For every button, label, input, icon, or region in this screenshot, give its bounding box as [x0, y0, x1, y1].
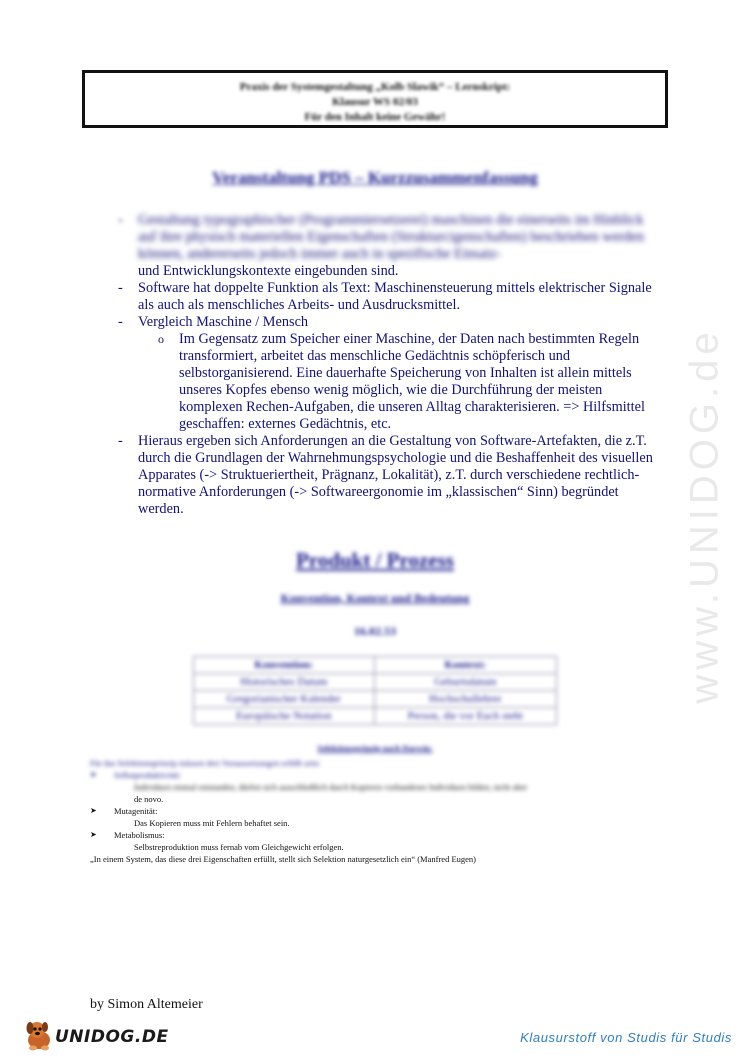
header-line-3: Für den Inhalt keine Gewähr! [304, 111, 446, 123]
list-item [118, 314, 653, 331]
dash-icon: - [118, 433, 123, 449]
item-1-text-blurred: Individuen einmal entstanden, dürfen sich ausschließlich durch Kopieren vorhandener Individuen bilden, nicht aber [134, 782, 528, 792]
arrow-bullet-icon: ➤ [90, 770, 97, 779]
bullet-4: Hieraus ergeben sich Anforderungen an die Gestaltung von Software-Artefakten, die z.T. durch die Grundlagen der Wahrnehmungspsychologie und die Beshaffenheit des visuellen Apparates (-> Struktueriertheit, Prägnanz, Lokalität), z.T. durch verschiedene rechtlich-normative Anforderungen (-> Softwareergonomie im „klassischen“ Sinn) begründet werden. [138, 433, 653, 517]
arrow-bullet-icon: ➤ [90, 830, 97, 839]
dash-icon: - [118, 212, 123, 228]
table-cell: Europäische Notation [194, 708, 375, 725]
item-3-label: Metabolismus: [114, 830, 165, 840]
selection-intro: Für das Selektionsprinzip müssen drei Voraussetzungen erfüllt sein: [90, 758, 321, 768]
bullet-2: Software hat doppelte Funktion als Text: Maschinensteuerung mittels elektrischer Signale als auch als menschliches Arbeits- und Ausdrucksmittel. [138, 280, 652, 313]
arrow-bullet-icon: ➤ [90, 806, 97, 815]
header-box [82, 70, 668, 128]
watermark [640, 280, 750, 750]
list-item [90, 769, 650, 781]
table-header: Konvention: [194, 657, 375, 674]
selection-quote: „In einem System, das diese drei Eigenschaften erfüllt, stellt sich Selektion naturgesetzlich ein“ (Manfred Eugen) [90, 854, 476, 864]
table-row [194, 691, 557, 708]
table-cell: Historisches Datum [194, 674, 375, 691]
item-2-label: Mutagenität: [114, 806, 158, 816]
table-cell: Geburtsdatum [374, 674, 557, 691]
list-item [118, 433, 653, 518]
dog-icon [22, 1018, 58, 1052]
bullet-3-sub: Im Gegensatz zum Speicher einer Maschine, der Daten nach bestimmten Regeln transformiert, arbeitet das menschliche Gedächtnis schöpferisch und selbstorganisierend. Eine dauerhafte Speicherung von Inhalten ist allein mittels unseres Kopfes ebenso wenig möglich, wie die Durchführung der meisten komplexen Rechen-Aufgaben, die unseren Alltag charakterisieren. => Hilfsmittel geschaffen: externes Gedächtnis, etc. [179, 331, 645, 432]
convention-table [193, 656, 557, 725]
table-cell: Person, die vor Euch steht [374, 708, 557, 725]
header-line-2: Klausur WS 02/03 [332, 96, 418, 108]
list-item [118, 280, 653, 314]
item-1-text-clear: de novo. [134, 794, 164, 804]
dash-icon: - [118, 314, 123, 330]
author-credit: by Simon Altemeier [90, 997, 203, 1012]
table-header-row [194, 657, 557, 674]
table-cell: Hochschullehrer [374, 691, 557, 708]
watermark-text: www.UNIDOG.de [682, 326, 727, 704]
item-2-text: Das Kopieren muss mit Fehlern behaftet sein. [134, 818, 290, 828]
header-line-1: Praxis der Systemgestaltung „Kolb Slawik“ – Lernskript: [239, 81, 511, 93]
dash-icon: - [118, 280, 123, 296]
unidog-logo[interactable] [22, 1018, 182, 1052]
date-example: 16.02.53 [354, 624, 396, 638]
summary-list [118, 212, 653, 518]
table-row [194, 674, 557, 691]
product-process-title: Produkt / Prozess [296, 548, 454, 572]
convention-subtitle: Konvention, Kontext und Bedeutung [280, 591, 470, 605]
selection-title: Selektionsprinzip nach Darwin: [317, 743, 433, 753]
item-3-text: Selbstreproduktion muss fernab vom Gleichgewicht erfolgen. [134, 842, 344, 852]
list-item [118, 212, 653, 280]
table-cell: Gregorianischer Kalender [194, 691, 375, 708]
selection-section [90, 757, 650, 865]
list-item [90, 829, 650, 841]
item-1-label: Selbstproduktivität: [114, 770, 182, 780]
bullet-1-clear: und Entwicklungskontexte eingebunden sind. [138, 263, 399, 279]
circle-bullet-icon: o [158, 332, 164, 346]
bullet-1-blurred: Gestaltung typographischer (Programmiersetzerei) maschinen die einerseits im Hinblick auf ihre physisch materiellen Eigenschaften (Strukturcigenschaften) beschrieben werden können, andererseits jedoch immer auch in spezifische Einsatz- [138, 212, 645, 262]
section-title: Veranstaltung PDS – Kurzzusammenfassung [212, 168, 538, 187]
sub-list-item [158, 331, 653, 433]
bullet-3: Vergleich Maschine / Mensch [138, 314, 309, 330]
list-item [90, 805, 650, 817]
table-header: Kontext: [374, 657, 557, 674]
logo-text: UNIDOG.DE [55, 1027, 169, 1047]
table-row [194, 708, 557, 725]
footer-tagline: Klausurstoff von Studis für Studis [520, 1030, 732, 1045]
